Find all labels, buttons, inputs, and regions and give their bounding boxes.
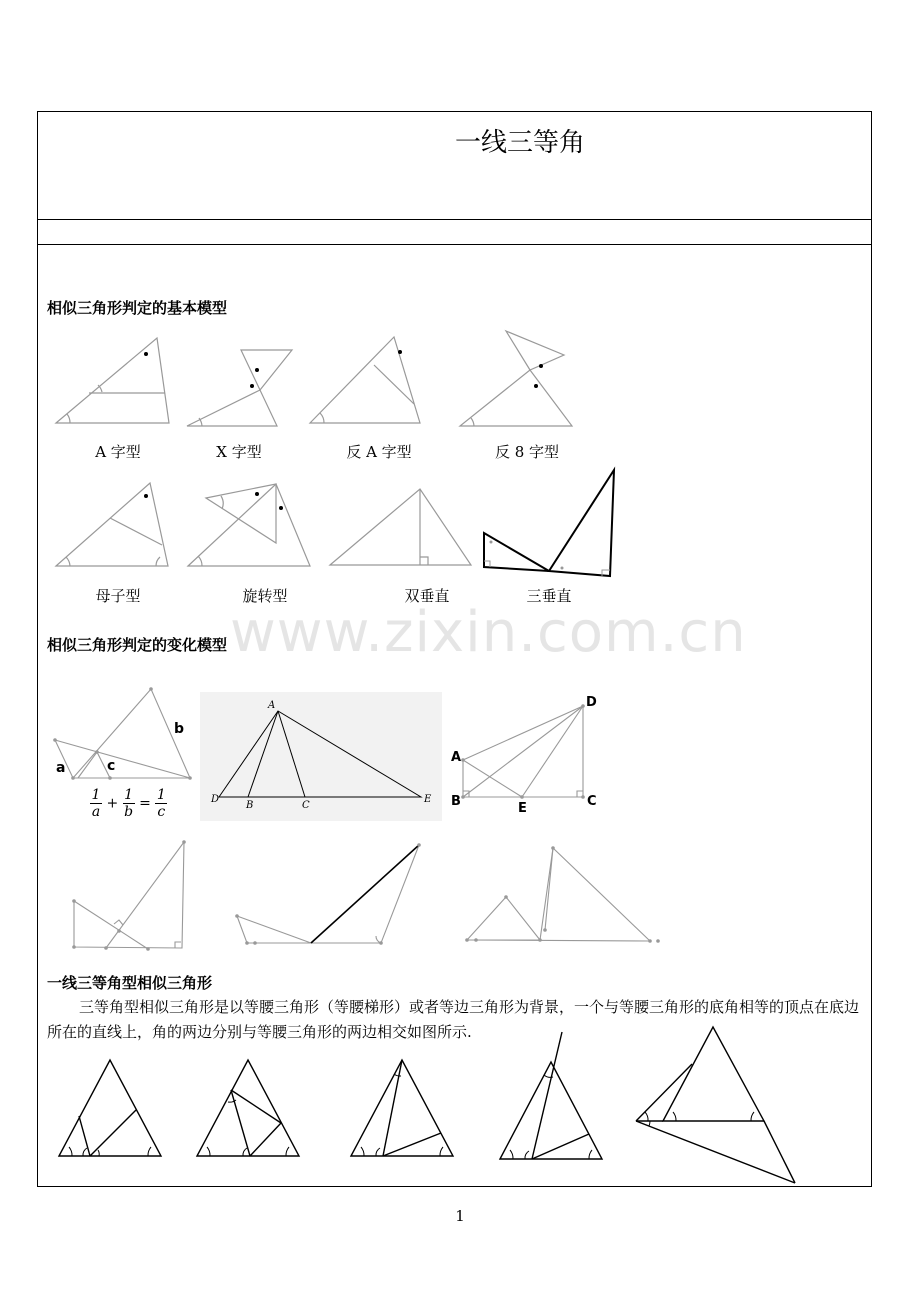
caption-double-perpendicular: 双垂直 [404, 587, 450, 605]
section-heading-basic-models: 相似三角形判定的基本模型 [47, 299, 228, 317]
label-point-a: A [268, 700, 276, 711]
caption-reverse-a-shape: 反 A 字型 [346, 443, 412, 461]
label-right-c: C [587, 794, 597, 809]
label-point-d: D [211, 794, 220, 805]
section-heading-variant-models: 相似三角形判定的变化模型 [47, 636, 228, 654]
label-right-a: A [451, 750, 462, 765]
page-number: 1 [455, 1207, 465, 1225]
caption-reverse-8-shape: 反 8 字型 [494, 443, 560, 461]
label-point-e: E [424, 794, 432, 805]
section3-paragraph: 三等角型相似三角形是以等腰三角形（等腰梯形）或者等边三角形为背景，一个与等腰三角形的底角相等的顶点在底边所在的直线上，角的两边分别与等腰三角形的两边相交如图所示. [47, 998, 860, 1041]
caption-rotation: 旋转型 [242, 587, 288, 605]
caption-a-shape: A 字型 [95, 443, 141, 461]
label-right-b: B [451, 794, 461, 809]
page-title: 一线三等角 [454, 128, 585, 158]
caption-mother-child: 母子型 [95, 587, 141, 605]
label-c: c [107, 758, 116, 774]
label-point-b: B [246, 800, 254, 811]
label-right-d: D [586, 695, 597, 710]
section-heading-one-line-three-angles: 一线三等角型相似三角形 [47, 974, 213, 992]
caption-triple-perpendicular: 三垂直 [526, 587, 572, 605]
label-b: b [174, 721, 185, 737]
caption-x-shape: X 字型 [216, 443, 262, 461]
watermark: www.zixin.com.cn [230, 600, 747, 665]
label-a: a [56, 760, 66, 776]
label-point-c: C [302, 800, 310, 811]
label-right-e: E [518, 801, 527, 816]
harmonic-formula: $\frac{1}{a}$ + $\frac{1}{b}$ = $\frac{1}{c}$ [91, 787, 166, 820]
